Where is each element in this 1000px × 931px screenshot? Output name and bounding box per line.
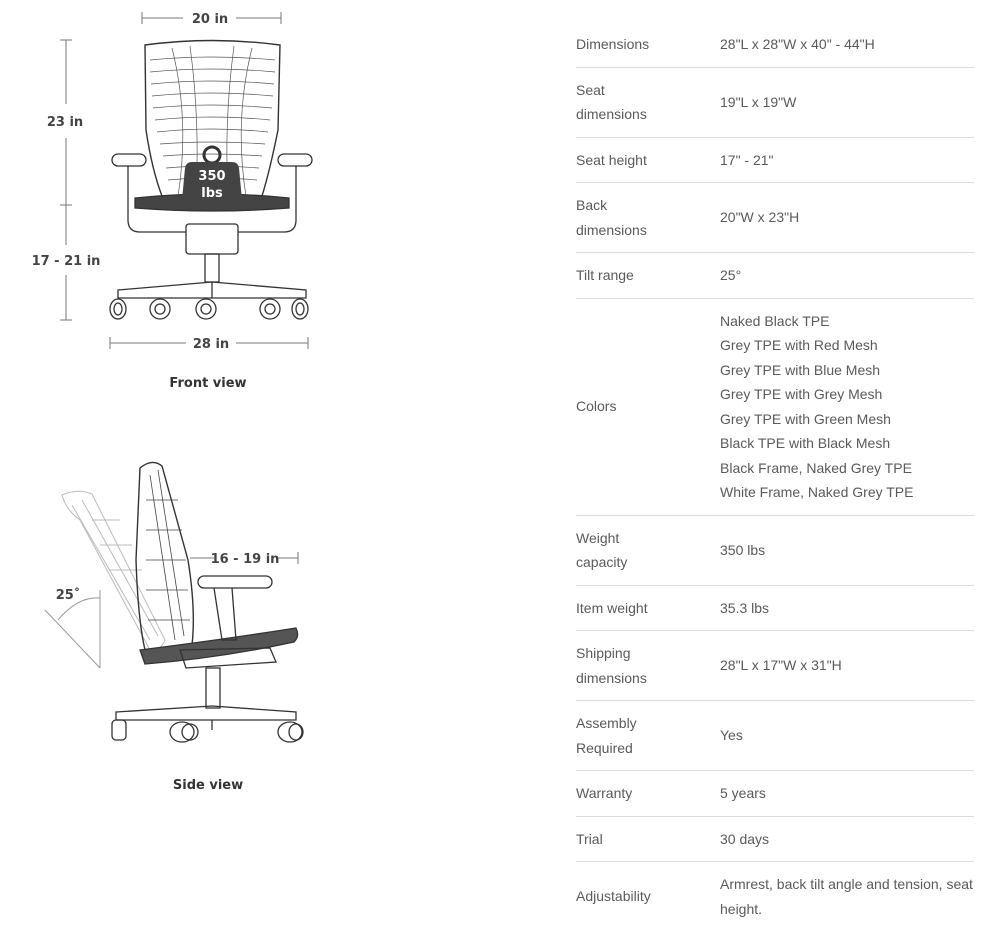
front-view-caption: Front view bbox=[169, 376, 246, 391]
spec-value bbox=[720, 515, 974, 585]
spec-value bbox=[720, 701, 974, 771]
spec-value bbox=[720, 137, 974, 183]
spec-key: Colors bbox=[576, 298, 720, 515]
spec-value-line: Black Frame, Naked Grey TPE bbox=[720, 456, 974, 481]
spec-row bbox=[576, 515, 974, 585]
spec-value-line: Grey TPE with Blue Mesh bbox=[720, 358, 974, 383]
spec-row bbox=[576, 183, 974, 253]
spec-value-line: 17" - 21" bbox=[720, 148, 974, 173]
spec-key bbox=[576, 701, 720, 771]
spec-row bbox=[576, 631, 974, 701]
spec-table bbox=[576, 22, 974, 931]
spec-value-line: Grey TPE with Red Mesh bbox=[720, 333, 974, 358]
spec-key-text: Shipping dimensions bbox=[576, 641, 666, 690]
spec-value-line: 30 days bbox=[720, 827, 974, 852]
spec-key: Dimensions bbox=[576, 22, 720, 67]
spec-row bbox=[576, 701, 974, 771]
weight-badge-unit: lbs bbox=[201, 186, 223, 201]
side-view bbox=[45, 462, 303, 793]
spec-row bbox=[576, 137, 974, 183]
spec-key: Item weight bbox=[576, 585, 720, 631]
spec-value-line: 28"L x 28"W x 40" - 44"H bbox=[720, 32, 974, 57]
spec-value-line: 25° bbox=[720, 263, 974, 288]
spec-value-line: Grey TPE with Grey Mesh bbox=[720, 382, 974, 407]
spec-value-line: 35.3 lbs bbox=[720, 596, 974, 621]
spec-value bbox=[720, 298, 974, 515]
back-height-label: 23 in bbox=[47, 115, 83, 130]
spec-value-line: Yes bbox=[720, 723, 974, 748]
tilt-angle-label: 25˚ bbox=[56, 587, 81, 603]
spec-value-line: Black TPE with Black Mesh bbox=[720, 431, 974, 456]
spec-key-text: Seat dimensions bbox=[576, 78, 666, 127]
spec-value bbox=[720, 771, 974, 817]
weight-capacity-badge bbox=[182, 147, 242, 204]
spec-row bbox=[576, 771, 974, 817]
width-dimension-label: 20 in bbox=[192, 12, 228, 27]
spec-value-line: 20"W x 23"H bbox=[720, 205, 974, 230]
spec-key: Trial bbox=[576, 816, 720, 862]
spec-row bbox=[576, 253, 974, 299]
spec-value bbox=[720, 585, 974, 631]
spec-key bbox=[576, 631, 720, 701]
spec-value bbox=[720, 631, 974, 701]
spec-key bbox=[576, 183, 720, 253]
spec-value-line: 19"L x 19"W bbox=[720, 90, 974, 115]
spec-value bbox=[720, 862, 974, 931]
spec-key: Adjustability bbox=[576, 862, 720, 931]
seat-height-label: 17 - 21 in bbox=[32, 254, 101, 269]
spec-row bbox=[576, 585, 974, 631]
spec-value-line: 28"L x 17"W x 31"H bbox=[720, 653, 974, 678]
spec-value-line: 5 years bbox=[720, 781, 974, 806]
spec-key: Warranty bbox=[576, 771, 720, 817]
spec-key: Seat height bbox=[576, 137, 720, 183]
spec-key-text: Back dimensions bbox=[576, 193, 666, 242]
spec-value-line: Grey TPE with Green Mesh bbox=[720, 407, 974, 432]
base-width-label: 28 in bbox=[193, 337, 229, 352]
front-view bbox=[32, 12, 312, 391]
spec-row bbox=[576, 298, 974, 515]
side-view-caption: Side view bbox=[173, 778, 243, 793]
spec-row bbox=[576, 22, 974, 67]
spec-key bbox=[576, 67, 720, 137]
spec-row bbox=[576, 862, 974, 931]
spec-value-line: Naked Black TPE bbox=[720, 309, 974, 334]
spec-table-body bbox=[576, 22, 974, 931]
weight-badge-value: 350 bbox=[198, 169, 225, 184]
spec-key bbox=[576, 515, 720, 585]
spec-key: Tilt range bbox=[576, 253, 720, 299]
arm-height-label: 16 - 19 in bbox=[211, 552, 280, 567]
spec-value bbox=[720, 67, 974, 137]
spec-value-line: 350 lbs bbox=[720, 538, 974, 563]
spec-value bbox=[720, 22, 974, 67]
spec-key-text: Assembly Required bbox=[576, 711, 666, 760]
spec-key-text: Weight capacity bbox=[576, 526, 666, 575]
spec-row bbox=[576, 816, 974, 862]
spec-value bbox=[720, 816, 974, 862]
spec-value bbox=[720, 253, 974, 299]
spec-value-line: Armrest, back tilt angle and tension, seat height. bbox=[720, 872, 974, 921]
spec-value-line: White Frame, Naked Grey TPE bbox=[720, 480, 974, 505]
spec-value bbox=[720, 183, 974, 253]
spec-row bbox=[576, 67, 974, 137]
